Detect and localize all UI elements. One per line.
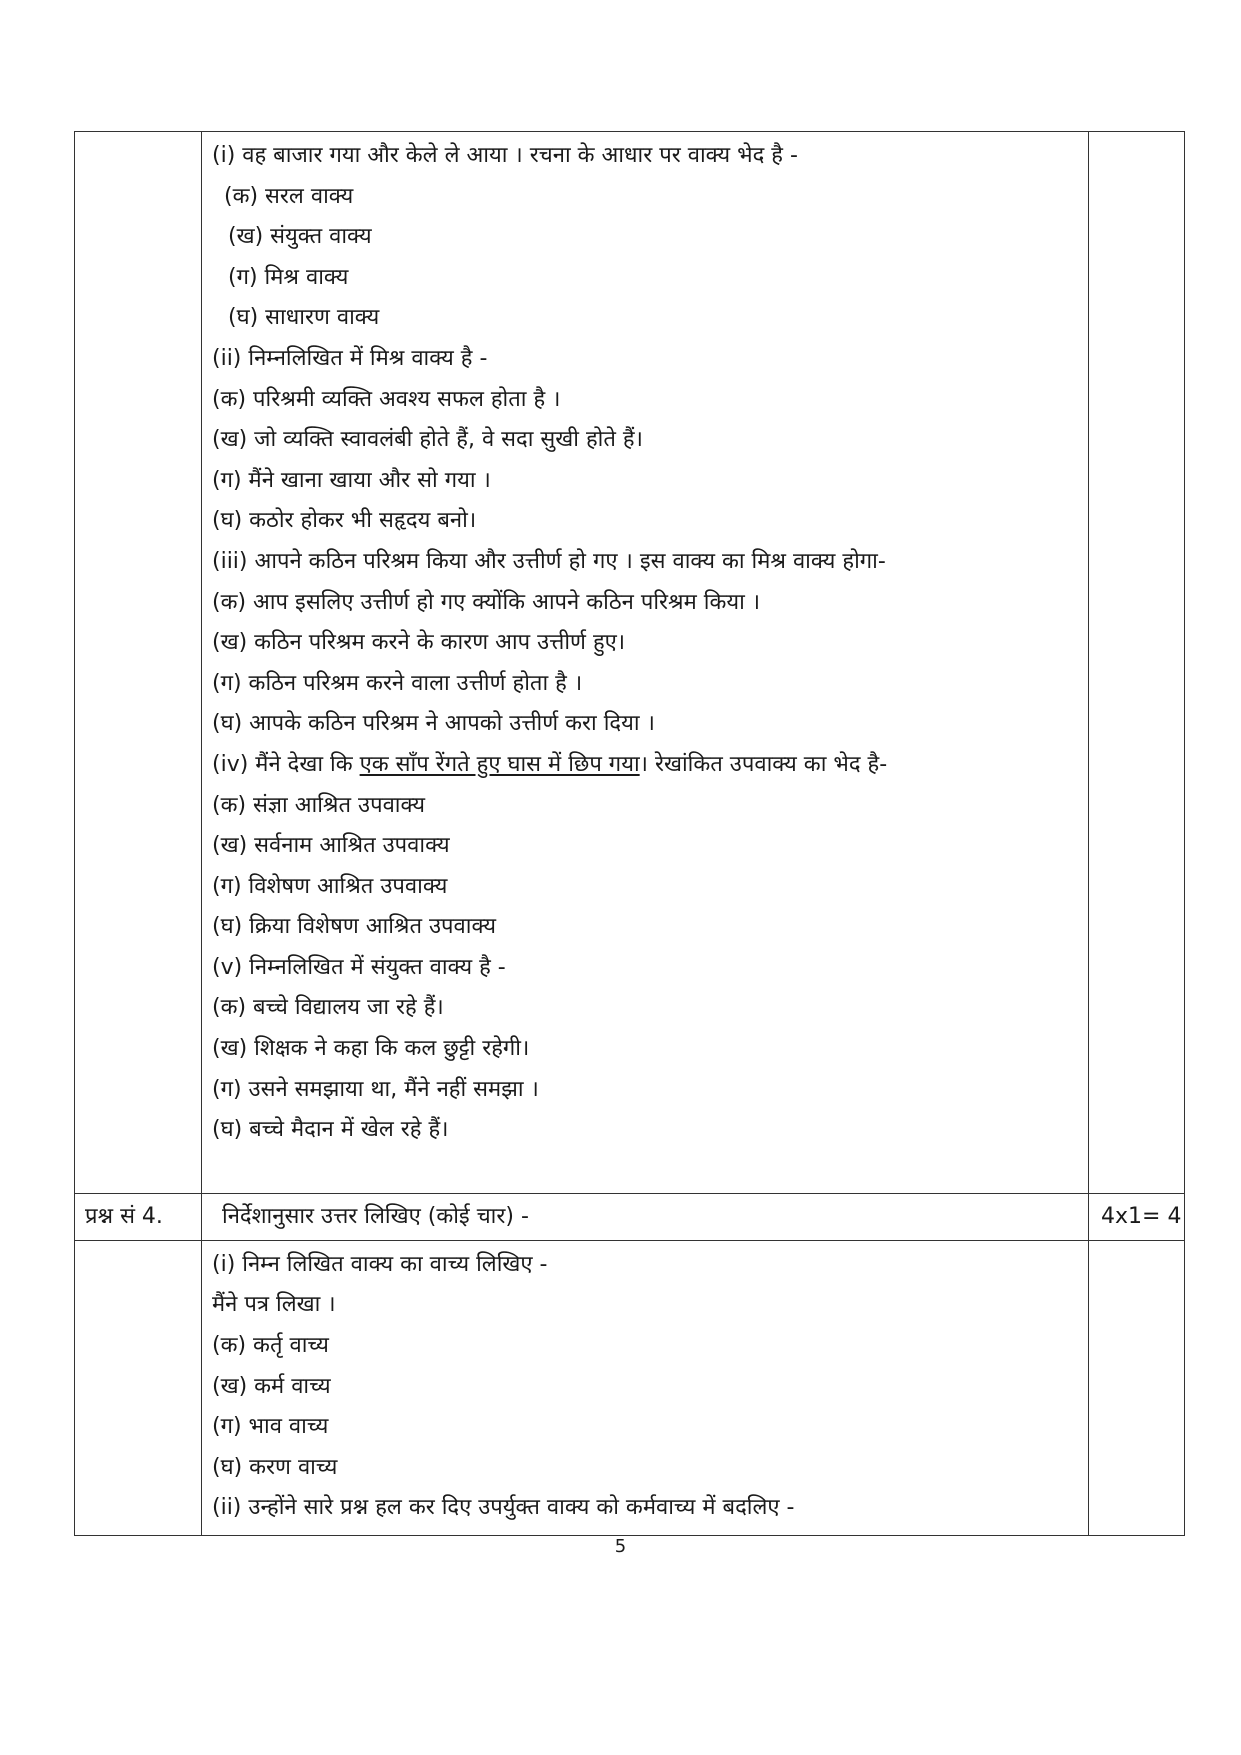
q4-i-option-ga: (ग) भाव वाच्य [212, 1414, 329, 1440]
q4-marks: 4x1= 4 [1101, 1203, 1182, 1229]
q3-iv-option-ka: (क) संज्ञा आश्रित उपवाक्य [212, 792, 426, 818]
q4-header-row [75, 1193, 1185, 1240]
q3-ii-question: (ii) निम्नलिखित में मिश्र वाक्य है - [212, 345, 488, 371]
q3-v-option-ka: (क) बच्चे विद्यालय जा रहे हैं। [212, 995, 444, 1021]
q3-v-option-gha: (घ) बच्चे मैदान में खेल रहे हैं। [212, 1117, 449, 1143]
q3-i-option-ga: (ग) मिश्र वाक्य [228, 264, 349, 290]
q3-iv-option-kha: (ख) सर्वनाम आश्रित उपवाक्य [212, 833, 450, 859]
q4-marks-cell [1089, 1193, 1185, 1240]
page-number: 5 [614, 1536, 627, 1557]
q3-iii-option-kha: (ख) कठिन परिश्रम करने के कारण आप उत्तीर्ण हुए। [212, 630, 626, 656]
q3-iv-option-gha: (घ) क्रिया विशेषण आश्रित उपवाक्य [212, 914, 497, 940]
q3-ii-option-ka: (क) परिश्रमी व्यक्ति अवश्य सफल होता है । [212, 386, 561, 412]
q4-content-cell [202, 1240, 1089, 1535]
q4-i-option-ka: (क) कर्तृ वाच्य [212, 1333, 329, 1359]
q3-iv-underlined-clause: एक साँप रेंगते हुए घास में छिप गया [359, 751, 640, 777]
q3-i-option-kha: (ख) संयुक्त वाक्य [228, 224, 372, 250]
q4-i-question: (i) निम्न लिखित वाक्य का वाच्य लिखिए - [212, 1251, 548, 1277]
q4-number: प्रश्न सं 4. [85, 1203, 163, 1229]
q3-continued-row [75, 132, 1185, 1194]
q4-i-option-kha: (ख) कर्म वाच्य [212, 1373, 331, 1399]
q4-i-option-gha: (घ) करण वाच्य [212, 1454, 338, 1480]
q3-i-option-ka: (क) सरल वाक्य [224, 183, 354, 209]
q3-iv-option-ga: (ग) विशेषण आश्रित उपवाक्य [212, 873, 448, 899]
q3-number-cell [75, 132, 202, 1194]
q4-ii-question: (ii) उन्होंने सारे प्रश्न हल कर दिए उपर्युक्त वाक्य को कर्मवाच्य में बदलिए - [212, 1495, 795, 1521]
q4-instruction-cell [202, 1193, 1089, 1240]
q4-content-marks-cell [1089, 1240, 1185, 1535]
q3-iii-option-gha: (घ) आपके कठिन परिश्रम ने आपको उत्तीर्ण करा दिया । [212, 711, 655, 737]
q3-v-option-kha: (ख) शिक्षक ने कहा कि कल छुट्टी रहेगी। [212, 1036, 530, 1062]
q3-ii-option-gha: (घ) कठोर होकर भी सहृदय बनो। [212, 508, 477, 534]
q4-content-row [75, 1240, 1185, 1535]
q3-iii-question: (iii) आपने कठिन परिश्रम किया और उत्तीर्ण हो गए । इस वाक्य का मिश्र वाक्य होगा- [212, 548, 886, 574]
q3-i-option-gha: (घ) साधारण वाक्य [228, 305, 380, 331]
q3-v-option-ga: (ग) उसने समझाया था, मैंने नहीं समझा । [212, 1076, 539, 1102]
q3-ii-option-ga: (ग) मैंने खाना खाया और सो गया । [212, 467, 491, 493]
q3-i-question: (i) वह बाजार गया और केले ले आया । रचना के आधार पर वाक्य भेद है - [212, 143, 798, 168]
q4-content-number-cell [75, 1240, 202, 1535]
q3-iii-option-ka: (क) आप इसलिए उत्तीर्ण हो गए क्योंकि आपने कठिन परिश्रम किया । [212, 589, 761, 615]
question-table [74, 131, 1185, 1536]
q4-number-cell [75, 1193, 202, 1240]
q3-iv-question-pre: (iv) मैंने देखा कि [212, 751, 360, 777]
q4-instruction: निर्देशानुसार उत्तर लिखिए (कोई चार) - [222, 1203, 529, 1229]
q3-iii-option-ga: (ग) कठिन परिश्रम करने वाला उत्तीर्ण होता है । [212, 670, 583, 696]
q3-iv-question [212, 745, 1078, 786]
q3-ii-option-kha: (ख) जो व्यक्ति स्वावलंबी होते हैं, वे सदा सुखी होते हैं। [212, 427, 643, 453]
q3-content-cell [202, 132, 1089, 1194]
q3-marks-cell [1089, 132, 1185, 1194]
q3-v-question: (v) निम्नलिखित में संयुक्त वाक्य है - [212, 954, 506, 980]
q3-iv-question-post: । रेखांकित उपवाक्य का भेद है- [639, 751, 888, 777]
q4-i-sentence: मैंने पत्र लिखा । [212, 1292, 336, 1318]
